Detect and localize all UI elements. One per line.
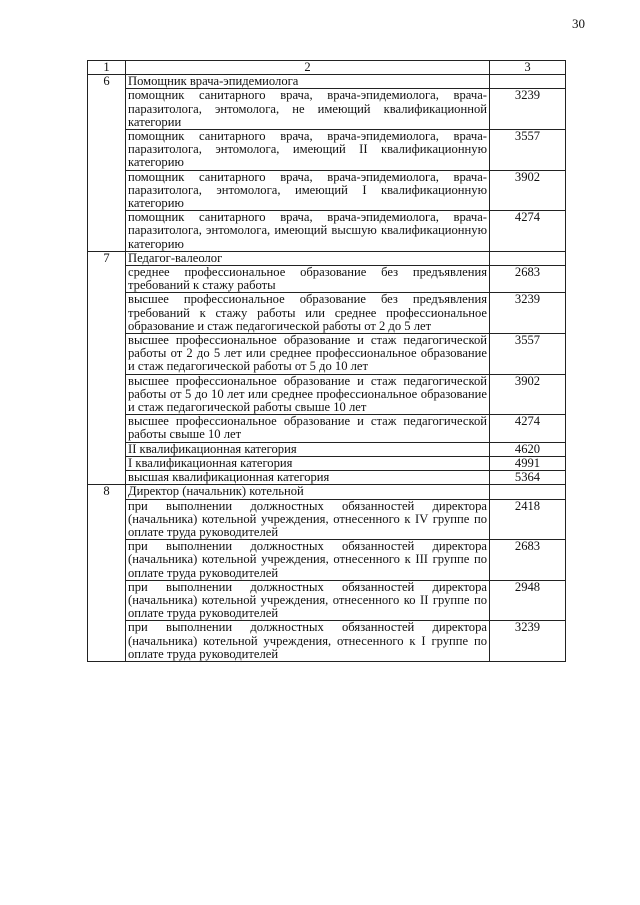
row-description: помощник санитарного врача, врача-эпидемиолога, врача-паразитолога, энтомолога, имеющий I квалификационную категорию — [126, 170, 490, 211]
row-value: 3239 — [490, 89, 566, 130]
row-description: помощник санитарного врача, врача-эпидемиолога, врача-паразитолога, энтомолога, не имеющий квалификационной категории — [126, 89, 490, 130]
section-title: Директор (начальник) котельной — [126, 485, 490, 499]
row-description: высшее профессиональное образование и стаж педагогической работы от 2 до 5 лет или среднее профессиональное образование и стаж педагогической работы от 5 до 10 лет — [126, 334, 490, 375]
section-number: 6 — [88, 75, 126, 252]
empty-cell — [490, 251, 566, 265]
row-value: 3902 — [490, 374, 566, 415]
table-row — [88, 170, 566, 211]
table-row — [88, 456, 566, 470]
section-number: 8 — [88, 485, 126, 662]
row-value: 4620 — [490, 442, 566, 456]
section-title-row — [88, 485, 566, 499]
column-header-2: 2 — [126, 61, 490, 75]
table-row — [88, 374, 566, 415]
header-row — [88, 61, 566, 75]
table-row — [88, 540, 566, 581]
table-row — [88, 442, 566, 456]
row-value: 3239 — [490, 621, 566, 662]
row-description: высшее профессиональное образование без предъявления требований к стажу работы или среднее профессиональное образование и стаж педагогической работы от 2 до 5 лет — [126, 293, 490, 334]
table-row — [88, 130, 566, 171]
row-description: высшее профессиональное образование и стаж педагогической работы свыше 10 лет — [126, 415, 490, 442]
table-row — [88, 499, 566, 540]
row-value: 3902 — [490, 170, 566, 211]
row-value: 4274 — [490, 211, 566, 252]
table-row — [88, 621, 566, 662]
row-value: 2948 — [490, 580, 566, 621]
table-row — [88, 293, 566, 334]
row-value: 2418 — [490, 499, 566, 540]
row-value: 5364 — [490, 471, 566, 485]
table-row — [88, 211, 566, 252]
row-description: при выполнении должностных обязанностей директора (начальника) котельной учреждения, отнесенного к IV группе по оплате труда руководителей — [126, 499, 490, 540]
column-header-3: 3 — [490, 61, 566, 75]
row-value: 4274 — [490, 415, 566, 442]
empty-cell — [490, 485, 566, 499]
row-description: помощник санитарного врача, врача-эпидемиолога, врача-паразитолога, энтомолога, имеющий высшую квалификационную категорию — [126, 211, 490, 252]
section-title: Помощник врача-эпидемиолога — [126, 75, 490, 89]
table-row — [88, 580, 566, 621]
row-description: II квалификационная категория — [126, 442, 490, 456]
section-title-row — [88, 75, 566, 89]
row-description: высшее профессиональное образование и стаж педагогической работы от 5 до 10 лет или среднее профессиональное образование и стаж педагогической работы свыше 10 лет — [126, 374, 490, 415]
table-row — [88, 471, 566, 485]
page-number: 30 — [572, 16, 585, 31]
row-description: при выполнении должностных обязанностей директора (начальника) котельной учреждения, отнесенного к III группе по оплате труда руководителей — [126, 540, 490, 581]
section-title: Педагог-валеолог — [126, 251, 490, 265]
row-description: I квалификационная категория — [126, 456, 490, 470]
row-value: 3557 — [490, 334, 566, 375]
row-value: 2683 — [490, 266, 566, 293]
column-header-1: 1 — [88, 61, 126, 75]
row-description: среднее профессиональное образование без предъявления требований к стажу работы — [126, 266, 490, 293]
row-value: 2683 — [490, 540, 566, 581]
section-number: 7 — [88, 251, 126, 484]
row-description: при выполнении должностных обязанностей директора (начальника) котельной учреждения, отнесенного к I группе по оплате труда руководителей — [126, 621, 490, 662]
row-value: 3239 — [490, 293, 566, 334]
table-row — [88, 266, 566, 293]
row-description: высшая квалификационная категория — [126, 471, 490, 485]
table-row — [88, 89, 566, 130]
row-description: при выполнении должностных обязанностей директора (начальника) котельной учреждения, отнесенного ко II группе по оплате труда руководителей — [126, 580, 490, 621]
table-row — [88, 415, 566, 442]
row-value: 4991 — [490, 456, 566, 470]
section-title-row — [88, 251, 566, 265]
salary-table — [87, 60, 566, 662]
row-description: помощник санитарного врача, врача-эпидемиолога, врача-паразитолога, энтомолога, имеющий II квалификационную категорию — [126, 130, 490, 171]
empty-cell — [490, 75, 566, 89]
table-row — [88, 334, 566, 375]
row-value: 3557 — [490, 130, 566, 171]
